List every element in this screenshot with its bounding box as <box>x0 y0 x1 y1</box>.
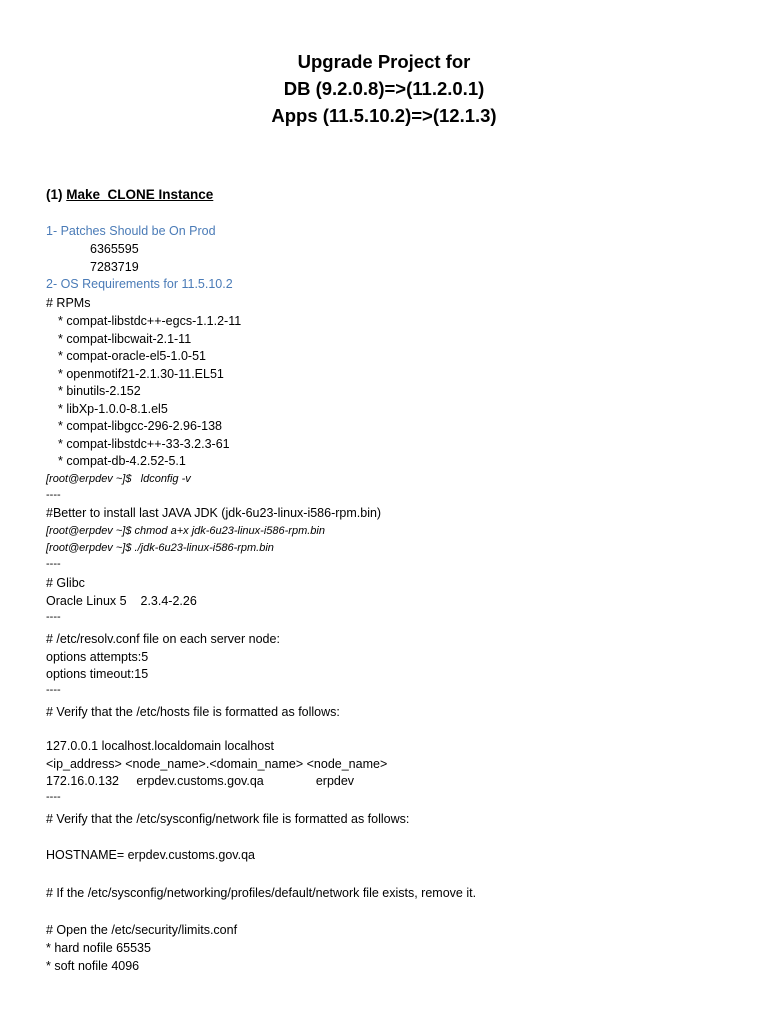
document-title <box>0 48 768 129</box>
resolv-attempts: options attempts:5 <box>46 650 149 664</box>
glibc-value: Oracle Linux 5 2.3.4-2.26 <box>46 594 197 608</box>
rpm-item: * binutils-2.152 <box>58 384 141 398</box>
resolv-heading: # /etc/resolv.conf file on each server node: <box>46 632 280 646</box>
java-chmod-command: [root@erpdev ~]$ chmod a+x jdk-6u23-linux-i586-rpm.bin <box>46 525 325 537</box>
hosts-localhost: 127.0.0.1 localhost.localdomain localhost <box>46 739 274 753</box>
limits-soft: * soft nofile 4096 <box>46 959 140 973</box>
os-requirements-heading: 2- OS Requirements for 11.5.10.2 <box>46 277 233 291</box>
rpm-item: * compat-db-4.2.52-5.1 <box>58 454 186 468</box>
separator: ---- <box>46 611 61 623</box>
rpm-item: * compat-libstdc++-egcs-1.1.2-11 <box>58 314 242 328</box>
title-line-2: DB (9.2.0.8)=>(11.2.0.1) <box>283 78 485 99</box>
limits-heading: # Open the /etc/security/limits.conf <box>46 923 238 937</box>
rpm-item: * compat-oracle-el5-1.0-51 <box>58 349 206 363</box>
limits-hard: * hard nofile 65535 <box>46 941 151 955</box>
separator: ---- <box>46 791 61 803</box>
section-number: (1) <box>46 187 67 202</box>
patch-item: 6365595 <box>90 242 139 256</box>
rpm-item: * compat-libstdc++-33-3.2.3-61 <box>58 437 230 451</box>
hosts-heading: # Verify that the /etc/hosts file is formatted as follows: <box>46 705 340 719</box>
patches-heading: 1- Patches Should be On Prod <box>46 224 216 238</box>
ldconfig-command: [root@erpdev ~]$ ldconfig -v <box>46 473 191 485</box>
patch-item: 7283719 <box>90 260 139 274</box>
separator: ---- <box>46 489 61 501</box>
java-heading: #Better to install last JAVA JDK (jdk-6u23-linux-i586-rpm.bin) <box>46 506 382 520</box>
title-line-1: Upgrade Project for <box>297 51 471 72</box>
section-title: Make CLONE Instance <box>66 187 214 202</box>
separator: ---- <box>46 558 61 570</box>
network-hostname: HOSTNAME= erpdev.customs.gov.qa <box>46 848 255 862</box>
rpm-item: * libXp-1.0.0-8.1.el5 <box>58 402 168 416</box>
java-install-command: [root@erpdev ~]$ ./jdk-6u23-linux-i586-rpm.bin <box>46 542 274 554</box>
resolv-timeout: options timeout:15 <box>46 667 149 681</box>
hosts-entry: 172.16.0.132 erpdev.customs.gov.qa erpdev <box>46 774 355 788</box>
separator: ---- <box>46 684 61 696</box>
rpm-item: * compat-libcwait-2.1-11 <box>58 332 192 346</box>
rpms-heading: # RPMs <box>46 296 91 310</box>
network-profile-note: # If the /etc/sysconfig/networking/profiles/default/network file exists, remove it. <box>46 886 477 900</box>
rpm-item: * compat-libgcc-296-2.96-138 <box>58 419 222 433</box>
glibc-heading: # Glibc <box>46 576 85 590</box>
rpm-item: * openmotif21-2.1.30-11.EL51 <box>58 367 224 381</box>
section-heading <box>46 187 213 203</box>
hosts-format: <ip_address> <node_name>.<domain_name> <node_name> <box>46 757 388 771</box>
title-line-3: Apps (11.5.10.2)=>(12.1.3) <box>271 105 497 126</box>
network-heading: # Verify that the /etc/sysconfig/network file is formatted as follows: <box>46 812 410 826</box>
